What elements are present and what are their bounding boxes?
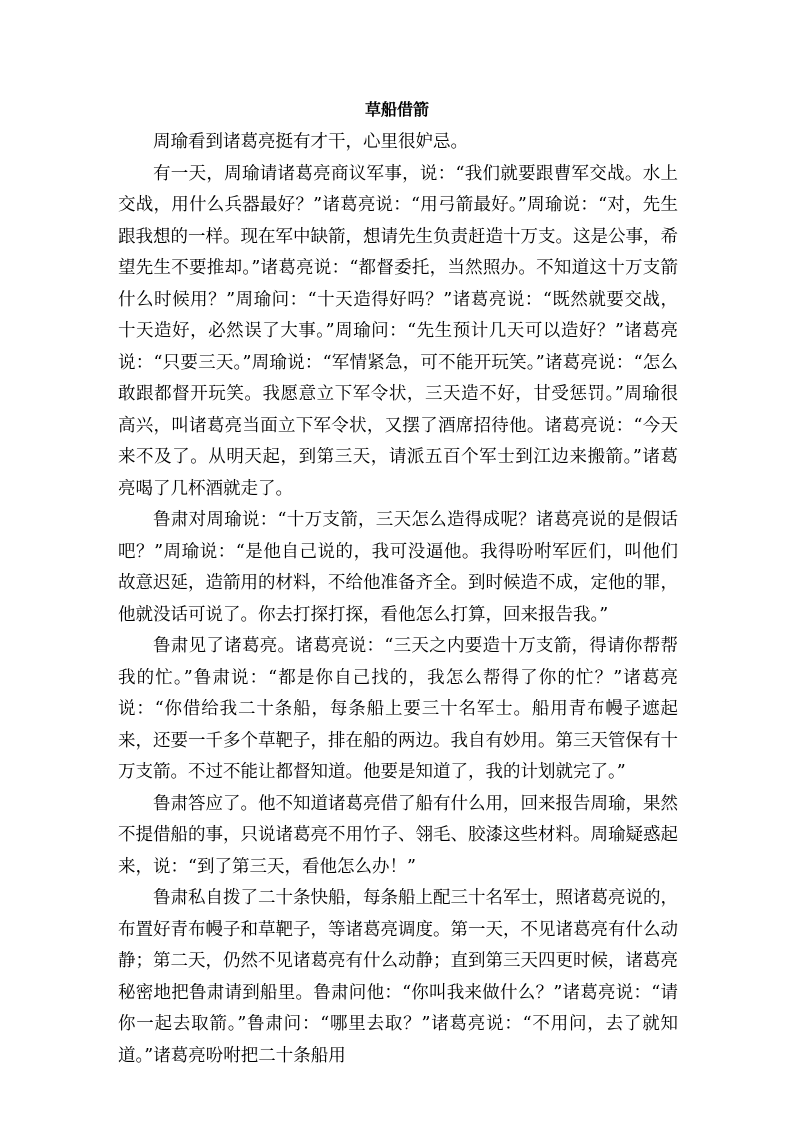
paragraph: 鲁肃答应了。他不知道诸葛亮借了船有什么用，回来报告周瑜，果然不提借船的事，只说诸葛亮不用竹子、翎毛、胶漆这些材料。周瑜疑惑起来，说：“到了第三天，看他怎么办！” [118,793,678,877]
paragraph: 鲁肃私自拨了二十条快船，每条船上配三十名军士，照诸葛亮说的，布置好青布幔子和草靶子，等诸葛亮调度。第一天，不见诸葛亮有什么动静；第二天，仍然不见诸葛亮有什么动静；直到第三天四更时候，诸葛亮秘密地把鲁肃请到船里。鲁肃问他：“你叫我来做什么？”诸葛亮说：“请你一起去取箭。”鲁肃问：“哪里去取？”诸葛亮说：“不用问，去了就知道。”诸葛亮吩咐把二十条船用 [118,888,678,1066]
paragraph: 鲁肃对周瑜说：“十万支箭，三天怎么造得成呢？诸葛亮说的是假话吧？”周瑜说：“是他自己说的，我可没逼他。我得吩咐军匠们，叫他们故意迟延，造箭用的材料，不给他准备齐全。到时候造不成，定他的罪，他就没话可说了。你去打探打探，看他怎么打算，回来报告我。” [118,510,678,625]
paragraph: 鲁肃见了诸葛亮。诸葛亮说：“三天之内要造十万支箭，得请你帮帮我的忙。”鲁肃说：“都是你自己找的，我怎么帮得了你的忙？”诸葛亮说：“你借给我二十条船，每条船上要三十名军士。船用青布幔子遮起来，还要一千多个草靶子，排在船的两边。我自有妙用。第三天管保有十万支箭。不过不能让都督知道。他要是知道了，我的计划就完了。” [118,636,678,782]
document-body [118,127,678,1072]
paragraph: 周瑜看到诸葛亮挺有才干，心里很妒忌。 [153,132,468,152]
document-title: 草船借箭 [364,100,429,119]
paragraph: 有一天，周瑜请诸葛亮商议军事，说：“我们就要跟曹军交战。水上交战，用什么兵器最好？”诸葛亮说：“用弓箭最好。”周瑜说：“对，先生跟我想的一样。现在军中缺箭，想请先生负责赶造十万支。这是公事，希望先生不要推却。”诸葛亮说：“都督委托，当然照办。不知道这十万支箭什么时候用？”周瑜问：“十天造得好吗？”诸葛亮说：“既然就要交战，十天造好，必然误了大事。”周瑜问：“先生预计几天可以造好？”诸葛亮说：“只要三天。”周瑜说：“军情紧急，可不能开玩笑。”诸葛亮说：“怎么敢跟都督开玩笑。我愿意立下军令状，三天造不好，甘受惩罚。”周瑜很高兴，叫诸葛亮当面立下军令状，又摆了酒席招待他。诸葛亮说：“今天来不及了。从明天起，到第三天，请派五百个军士到江边来搬箭。”诸葛亮喝了几杯酒就走了。 [118,163,678,499]
